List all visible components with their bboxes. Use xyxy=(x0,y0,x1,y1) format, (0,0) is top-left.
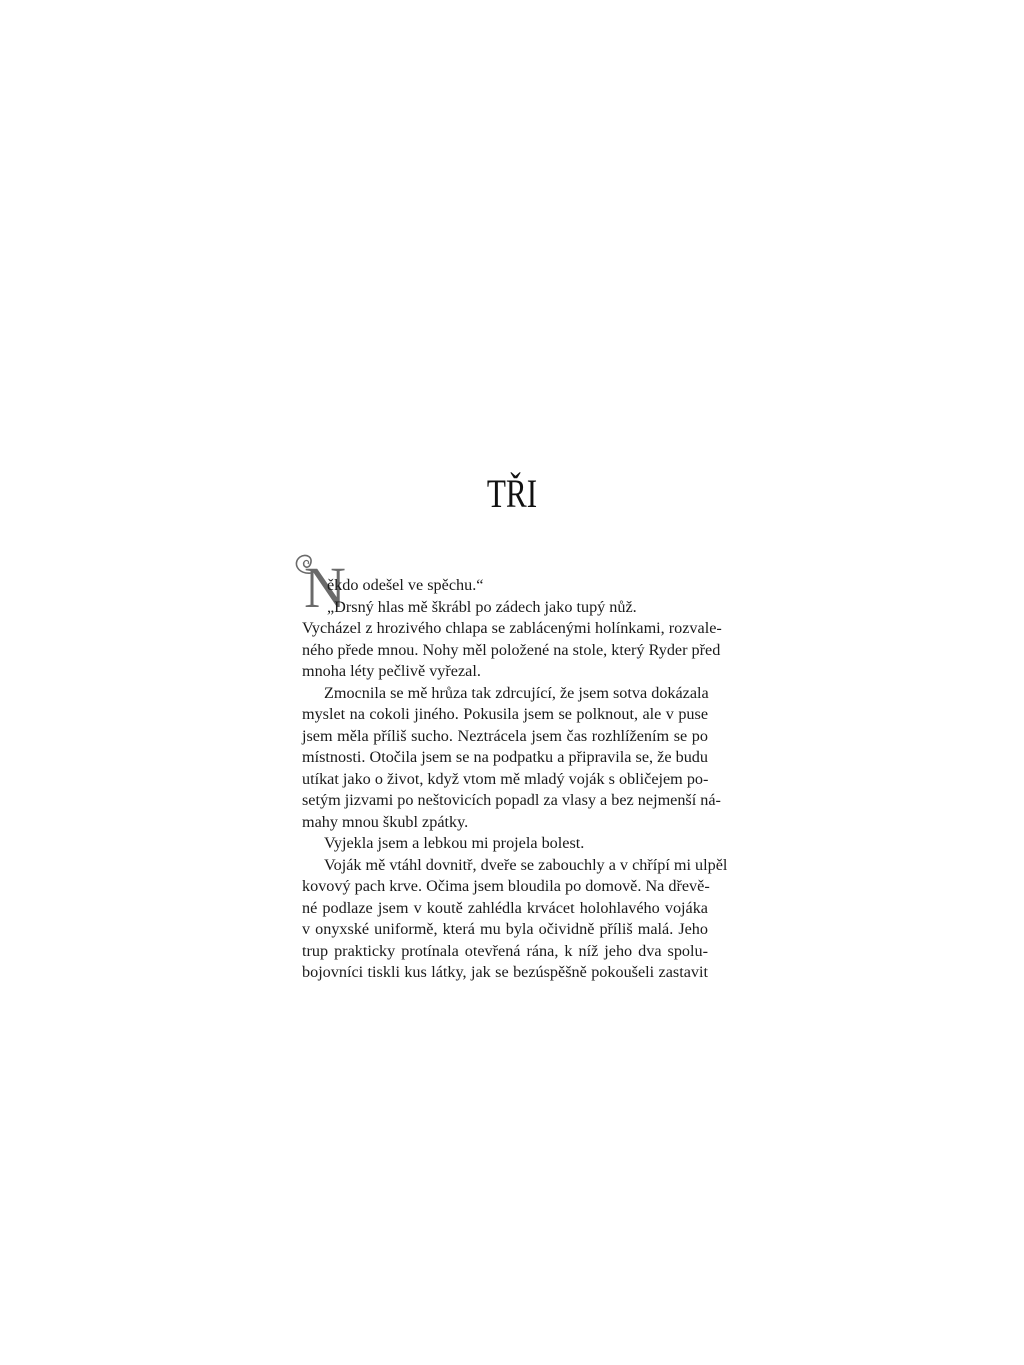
text-line: ného přede mnou. Nohy měl položené na stole, který Ryder před xyxy=(302,640,721,659)
text-line: setým jizvami po neštovicích popadl za vlasy a bez nejmenší ná- xyxy=(302,791,721,809)
text-line: místnosti. Otočila jsem se na podpatku a připravila se, že budu xyxy=(302,748,708,766)
text-line: Vyjekla jsem a lebkou mi projela bolest. xyxy=(324,834,585,852)
text-line: bojovníci tiskli kus látky, jak se bezúspěšně pokoušeli zastavit xyxy=(302,963,708,981)
text-line: trup prakticky protínala otevřená rána, k níž jeho dva spolu- xyxy=(302,941,708,960)
chapter-title: TŘI xyxy=(486,471,538,516)
text-line: mnoha léty pečlivě vyřezal. xyxy=(302,662,481,680)
text-line: v onyxské uniformě, která mu byla očividně příliš malá. Jeho xyxy=(302,920,708,938)
text-line: Vycházel z hrozivého chlapa se zablácenými holínkami, rozvale- xyxy=(302,619,722,637)
text-line: kovový pach krve. Očima jsem bloudila po domově. Na dřevě- xyxy=(302,877,710,895)
text-line: myslet na cokoli jiného. Pokusila jsem se polknout, ale v puse xyxy=(302,705,708,723)
text-line: né podlaze jsem v koutě zahlédla krvácet holohlavého vojáka xyxy=(302,898,708,917)
text-line: Voják mě vtáhl dovnitř, dveře se zabouchly a v chřípí mi ulpěl xyxy=(324,855,728,874)
drop-cap-letter: N xyxy=(304,555,346,620)
text-line: utíkat jako o život, když vtom mě mladý voják s obličejem po- xyxy=(302,769,709,788)
text-line: ěkdo odešel ve spěchu.“ xyxy=(327,576,484,594)
text-line: jsem měla příliš sucho. Neztrácela jsem čas rozhlížením se po xyxy=(302,726,708,745)
text-line: mahy mnou škubl zpátky. xyxy=(302,812,469,831)
text-line: „Drsný hlas mě škrábl po zádech jako tupý nůž. xyxy=(327,597,637,616)
text-line: Zmocnila se mě hrůza tak zdrcující, že jsem sotva dokázala xyxy=(324,683,709,702)
chapter-body xyxy=(302,575,728,984)
